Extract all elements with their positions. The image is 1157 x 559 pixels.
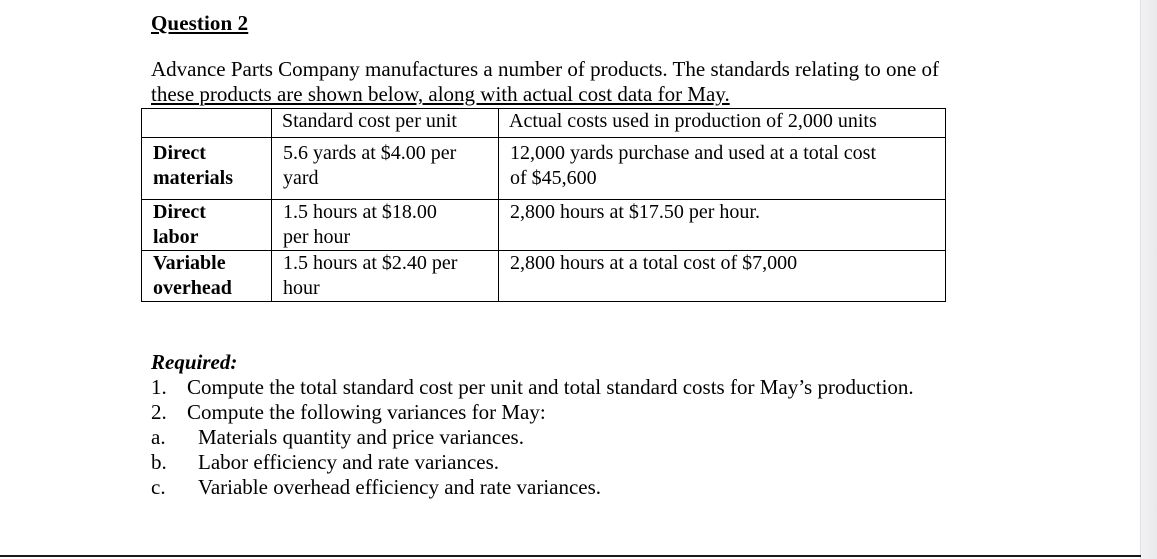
list-item bbox=[151, 375, 914, 400]
list-marker: a. bbox=[151, 425, 166, 449]
question-title: Question 2 bbox=[151, 11, 249, 35]
list-text: Materials quantity and price variances. bbox=[198, 425, 524, 449]
standard-direct-labor: 1.5 hours at $18.00 per hour bbox=[272, 200, 499, 251]
required-heading: Required: bbox=[151, 350, 238, 374]
list-item bbox=[151, 400, 914, 425]
actual-variable-overhead: 2,800 hours at a total cost of $7,000 bbox=[499, 251, 946, 302]
list-text: Compute the following variances for May: bbox=[187, 400, 546, 424]
row-label-direct-labor: Direct labor bbox=[142, 200, 272, 251]
table-header-actual: Actual costs used in production of 2,000 units bbox=[499, 109, 946, 138]
list-text: Compute the total standard cost per unit and total standard costs for May’s production. bbox=[187, 375, 914, 399]
table-header-standard: Standard cost per unit bbox=[272, 109, 499, 138]
list-marker: b. bbox=[151, 450, 167, 474]
required-list bbox=[151, 375, 914, 500]
cost-standards-table bbox=[141, 108, 946, 302]
actual-direct-materials: 12,000 yards purchase and used at a total cost of $45,600 bbox=[499, 138, 946, 200]
standard-direct-materials: 5.6 yards at $4.00 per yard bbox=[272, 138, 499, 200]
list-item bbox=[151, 425, 914, 450]
list-text: Variable overhead efficiency and rate variances. bbox=[198, 475, 602, 499]
list-marker: 1. bbox=[151, 375, 167, 399]
intro-line-1: Advance Parts Company manufactures a number of products. The standards relating to one of bbox=[151, 57, 940, 81]
list-marker: 2. bbox=[151, 400, 167, 424]
bottom-divider bbox=[0, 555, 1141, 557]
intro-line-2: these products are shown below, along with actual cost data for May. bbox=[151, 82, 730, 106]
table-row-direct-labor bbox=[142, 200, 946, 251]
list-item bbox=[151, 450, 914, 475]
table-header-row bbox=[142, 109, 946, 138]
row-label-direct-materials: Direct materials bbox=[142, 138, 272, 200]
table-header-blank bbox=[142, 109, 272, 138]
standard-variable-overhead: 1.5 hours at $2.40 per hour bbox=[272, 251, 499, 302]
list-item bbox=[151, 475, 914, 500]
required-section bbox=[151, 350, 914, 500]
question-intro bbox=[151, 57, 1031, 107]
row-label-variable-overhead: Variable overhead bbox=[142, 251, 272, 302]
table-row-variable-overhead bbox=[142, 251, 946, 302]
page-edge bbox=[1140, 0, 1157, 559]
list-text: Labor efficiency and rate variances. bbox=[198, 450, 500, 474]
actual-direct-labor: 2,800 hours at $17.50 per hour. bbox=[499, 200, 946, 251]
table-row-direct-materials bbox=[142, 138, 946, 200]
list-marker: c. bbox=[151, 475, 166, 499]
